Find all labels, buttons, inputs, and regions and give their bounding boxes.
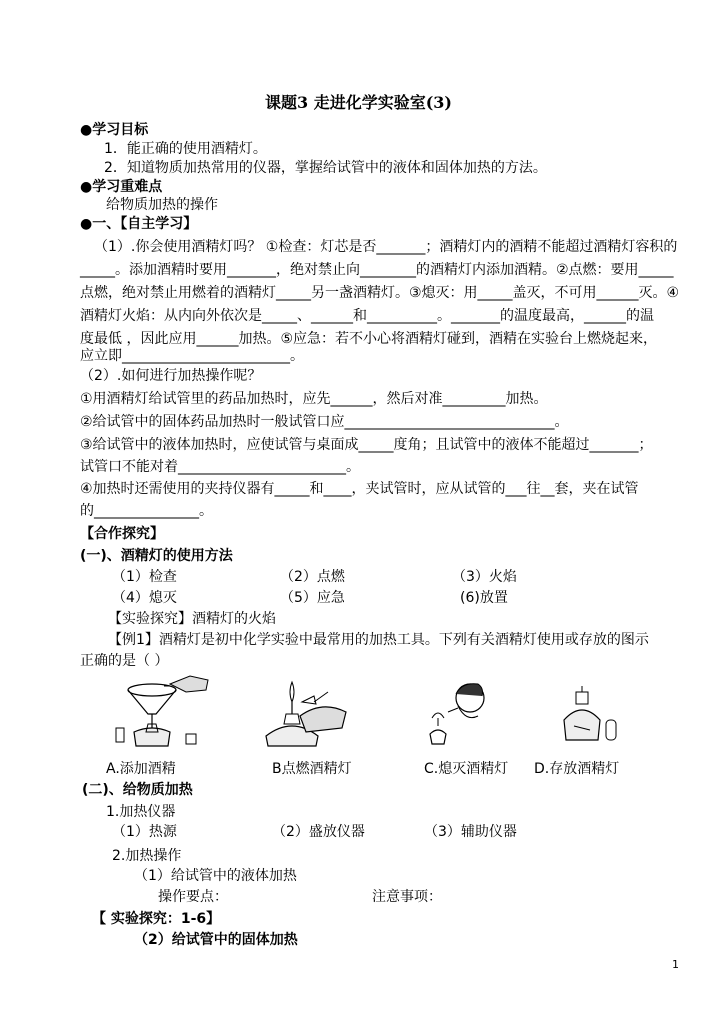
figure-extinguish-lamp <box>418 676 498 756</box>
experiment-2: 【 实验探究：1-6】 <box>92 911 221 927</box>
figure-light-lamp <box>260 672 360 752</box>
section-2-item: （3）辅助仪器 <box>424 824 517 840</box>
example-1-line: 【例1】酒精灯是初中化学实验中最常用的加热工具。下列有关酒精灯使用或存放的图示 <box>108 632 649 648</box>
section-2-sub: 1.加热仪器 <box>106 804 176 820</box>
notes-label: 注意事项： <box>372 889 442 905</box>
section-2-item: （2）盛放仪器 <box>272 824 365 840</box>
section-2-sub: （1）给试管中的液体加热 <box>134 868 297 884</box>
self-study-line: 点燃，绝对禁止用燃着的酒精灯_____另一盏酒精灯。③熄灭：用_____盖灭，不可用______灭。④ <box>80 285 680 301</box>
operation-points-label: 操作要点： <box>158 889 228 905</box>
section-1-item: （1）检查 <box>112 569 177 585</box>
self-study-line: ①用酒精灯给试管里的药品加热时，应先______，然后对准_________加热。 <box>80 391 548 407</box>
section-2-item: （1）热源 <box>112 824 177 840</box>
self-study-heading: ●一、【自主学习】 <box>80 216 198 232</box>
page-title: 课题3 走进化学实验室(3) <box>265 93 452 112</box>
self-study-line: 试管口不能对着________________________。 <box>80 459 360 475</box>
figure-store-lamp <box>560 686 630 752</box>
goals-heading: ●学习目标 <box>80 122 149 138</box>
self-study-line: 酒精灯火焰：从内向外依次是_____、______和__________。_______的温度最高，______的温 <box>80 308 654 324</box>
goal-item: 1．能正确的使用酒精灯。 <box>104 141 267 157</box>
self-study-line: （1）.你会使用酒精灯吗？ ①检查：灯芯是否_______；酒精灯内的酒精不能超过酒精灯容积的 <box>94 239 678 255</box>
example-1-line: 正确的是（ ） <box>80 653 169 669</box>
key-text: 给物质加热的操作 <box>106 197 218 213</box>
section-1-item: (6)放置 <box>460 590 508 606</box>
goal-item: 2．知道物质加热常用的仪器，掌握给试管中的液体和固体加热的方法。 <box>104 160 547 176</box>
self-study-line: 的_______________。 <box>80 503 213 519</box>
section-2-sub-2: （2）给试管中的固体加热 <box>134 932 298 948</box>
section-1-item: （3）火焰 <box>452 569 517 585</box>
caption-c: C.熄灭酒精灯 <box>424 761 509 777</box>
key-heading: ●学习重难点 <box>80 179 163 195</box>
self-study-line: ②给试管中的固体药品加热时一般试管口应______________________________。 <box>80 414 569 430</box>
self-study-line: （2）.如何进行加热操作呢？ <box>80 368 262 384</box>
self-study-line: ④加热时还需使用的夹持仪器有_____和____，夹试管时，应从试管的___往__套，夹在试管 <box>80 481 639 497</box>
coop-heading: 【合作探究】 <box>80 526 164 542</box>
caption-a: A.添加酒精 <box>106 761 176 777</box>
section-1-heading: (一)、酒精灯的使用方法 <box>80 548 233 564</box>
section-1-item: （4）熄灭 <box>112 590 177 606</box>
figure-add-alcohol <box>112 672 222 752</box>
section-2-sub: 2.加热操作 <box>112 848 182 864</box>
self-study-line: 应立即________________________。 <box>80 348 304 364</box>
self-study-line: ③给试管中的液体加热时，应使试管与桌面成_____度角；且试管中的液体不能超过_______； <box>80 437 653 453</box>
section-1-item: （2）点燃 <box>280 569 345 585</box>
experiment-1: 【实验探究】酒精灯的火焰 <box>108 611 276 627</box>
self-study-line: _____。添加酒精时要用_______，绝对禁止向________的酒精灯内添加酒精。②点燃：要用_____ <box>80 262 674 278</box>
section-2-heading: (二)、给物质加热 <box>82 782 193 798</box>
section-1-item: （5）应急 <box>280 590 345 606</box>
self-study-line: 度最低 ，因此应用______加热。⑤应急：若不小心将酒精灯碰到，酒精在实验台上燃烧起来， <box>80 331 657 347</box>
page-number: 1 <box>672 958 679 971</box>
caption-b: B点燃酒精灯 <box>272 761 352 777</box>
caption-d: D.存放酒精灯 <box>534 761 620 777</box>
